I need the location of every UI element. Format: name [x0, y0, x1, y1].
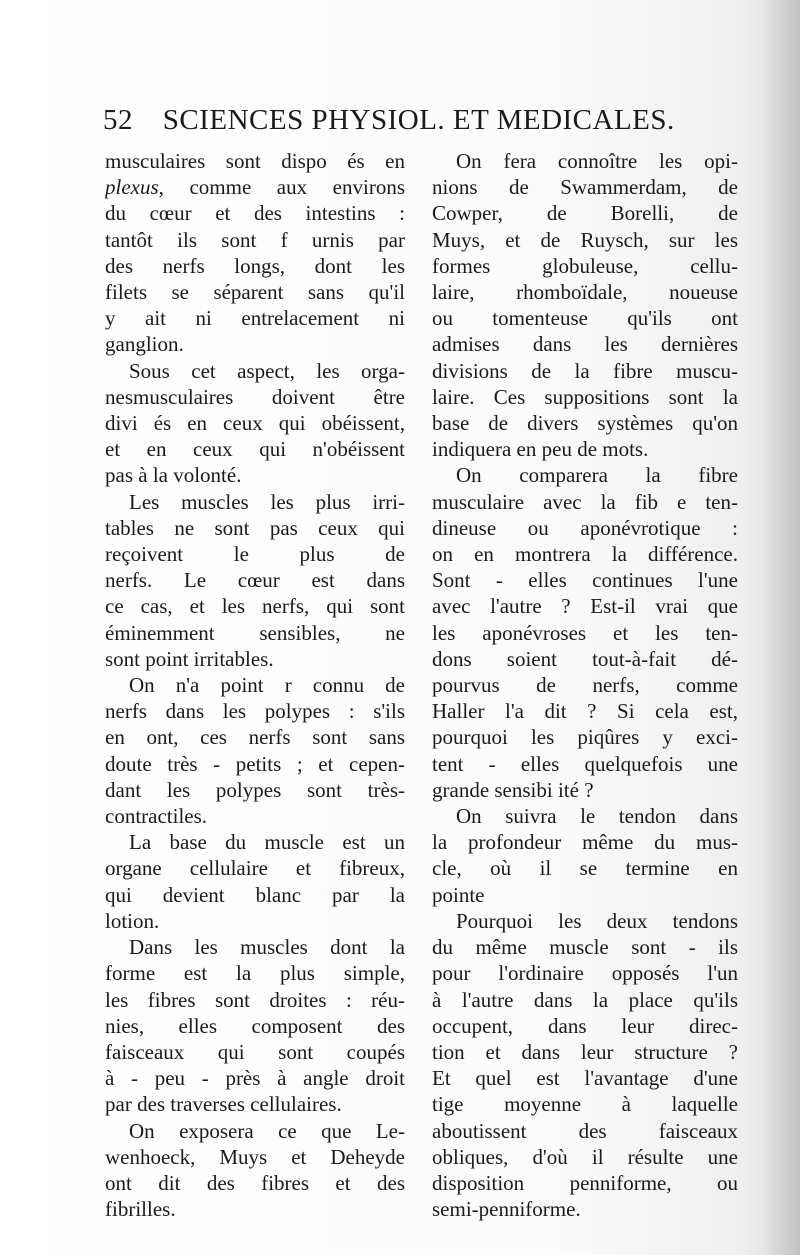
text-line: ont dit des fibres et des: [105, 1170, 405, 1195]
text-line: doute très - petits ; et cepen-: [105, 751, 405, 776]
text-line: Pourquoi les deux tendons: [456, 908, 738, 933]
text-line: la profondeur même du mus-: [432, 830, 738, 855]
text-line: organe cellulaire et fibreux,: [105, 856, 405, 881]
text-line: nies, elles composent des: [105, 1013, 405, 1038]
text-line: du cœur et des intestins :: [105, 201, 405, 226]
text-line: La base du muscle est un: [129, 830, 405, 855]
text-line: Sont - elles continues l'une: [432, 568, 738, 593]
text-line: tige moyenne à laquelle: [432, 1092, 738, 1117]
text-line: par des traverses cellulaires.: [105, 1092, 342, 1117]
text-line: tantôt ils sont f urnis par: [105, 227, 405, 252]
text-line: nions de Swammerdam, de: [432, 175, 738, 200]
text-line: pourvus de nerfs, comme: [432, 673, 738, 698]
text-line: aboutissent des faisceaux: [432, 1118, 738, 1143]
text-line: divi és en ceux qui obéissent,: [105, 411, 405, 436]
text-line: tion et dans leur structure ?: [432, 1039, 738, 1064]
text-line: musculaire avec la fib e ten-: [432, 489, 738, 514]
text-line: Sous cet aspect, les orga-: [129, 358, 405, 383]
text-line: grande sensibi ité ?: [432, 777, 594, 802]
text-line: laire, rhomboïdale, noueuse: [432, 280, 738, 305]
text-line: divisions de la fibre muscu-: [432, 358, 738, 383]
text-line: tables ne sont pas ceux qui: [105, 515, 405, 540]
text-line: admises dans les dernières: [432, 332, 738, 357]
text-line: à - peu - près à angle droit: [105, 1066, 405, 1091]
text-line: et en ceux qui n'obéissent: [105, 437, 405, 462]
text-line: qui devient blanc par la: [105, 882, 405, 907]
text-line: sont point irritables.: [105, 646, 274, 671]
text-line: en ont, ces nerfs sont sans: [105, 725, 405, 750]
text-line: à l'autre dans la place qu'ils: [432, 987, 738, 1012]
text-line: indiquera en peu de mots.: [432, 437, 649, 462]
text-line: pas à la volonté.: [105, 463, 242, 488]
text-line: contractiles.: [105, 804, 208, 829]
page-header: [103, 104, 703, 144]
left-text-column: [105, 148, 405, 1222]
text-line: plexus, comme aux environs: [105, 175, 405, 200]
text-line: nerfs dans les polypes : s'ils: [105, 699, 405, 724]
text-line: pointe: [432, 882, 485, 907]
text-line: musculaires sont dispo és en: [105, 149, 405, 173]
text-line: formes globuleuse, cellu-: [432, 253, 738, 278]
text-line: du même muscle sont - ils: [432, 935, 738, 960]
text-line: semi-penniforme.: [432, 1197, 581, 1222]
text-line: avec l'autre ? Est-il vrai que: [432, 594, 738, 619]
text-line: Muys, et de Ruysch, sur les: [432, 227, 738, 252]
text-line: dineuse ou aponévrotique :: [432, 515, 738, 540]
text-line: On exposera ce que Le-: [129, 1118, 405, 1143]
text-line: pour l'ordinaire opposés l'un: [432, 961, 738, 986]
page-number: 52: [103, 104, 133, 136]
right-text-column: [432, 148, 738, 1222]
text-line: filets se séparent sans qu'il: [105, 280, 405, 305]
text-line: obliques, d'où il résulte une: [432, 1144, 738, 1169]
text-line: occupent, dans leur direc-: [432, 1013, 738, 1038]
text-line: Et quel est l'avantage d'une: [432, 1066, 738, 1091]
text-line: les fibres sont droites : réu-: [105, 987, 405, 1012]
text-line: On comparera la fibre: [456, 463, 738, 488]
text-line: ganglion.: [105, 332, 184, 357]
text-line: Dans les muscles dont la: [129, 935, 405, 960]
text-line: Haller l'a dit ? Si cela est,: [432, 699, 738, 724]
text-line: reçoivent le plus de: [105, 542, 405, 567]
text-line: pourquoi les piqûres y exci-: [432, 725, 738, 750]
text-line: des nerfs longs, dont les: [105, 253, 405, 278]
text-line: On fera connoître les opi-: [456, 149, 738, 173]
text-line: base de divers systèmes qu'on: [432, 411, 738, 436]
text-line: on en montrera la différence.: [432, 542, 738, 567]
text-line: lotion.: [105, 908, 160, 933]
text-line: ce cas, et les nerfs, qui sont: [105, 594, 405, 619]
text-line: dant les polypes sont très-: [105, 777, 405, 802]
text-line: les aponévroses et les ten-: [432, 620, 738, 645]
page-edge-shadow: [760, 0, 800, 1255]
text-line: forme est la plus simple,: [105, 961, 405, 986]
text-line: Cowper, de Borelli, de: [432, 201, 738, 226]
text-line: éminemment sensibles, ne: [105, 620, 405, 645]
text-line: y ait ni entrelacement ni: [105, 306, 405, 331]
text-line: wenhoeck, Muys et Deheyde: [105, 1144, 405, 1169]
running-title: SCIENCES PHYSIOL. ET MEDICALES.: [162, 104, 675, 136]
text-line: nerfs. Le cœur est dans: [105, 568, 405, 593]
text-line: cle, où il se termine en: [432, 856, 738, 881]
text-line: dons soient tout-à-fait dé-: [432, 646, 738, 671]
text-line: fibrilles.: [105, 1197, 176, 1222]
text-line: tent - elles quelquefois une: [432, 751, 738, 776]
text-line: ou tomenteuse qu'ils ont: [432, 306, 738, 331]
text-line: nesmusculaires doivent être: [105, 384, 405, 409]
text-line: disposition penniforme, ou: [432, 1170, 738, 1195]
text-line: laire. Ces suppositions sont la: [432, 384, 738, 409]
text-line: On suivra le tendon dans: [456, 804, 738, 829]
text-line: Les muscles les plus irri-: [129, 489, 405, 514]
text-line: On n'a point r connu de: [129, 673, 405, 698]
text-line: faisceaux qui sont coupés: [105, 1039, 405, 1064]
